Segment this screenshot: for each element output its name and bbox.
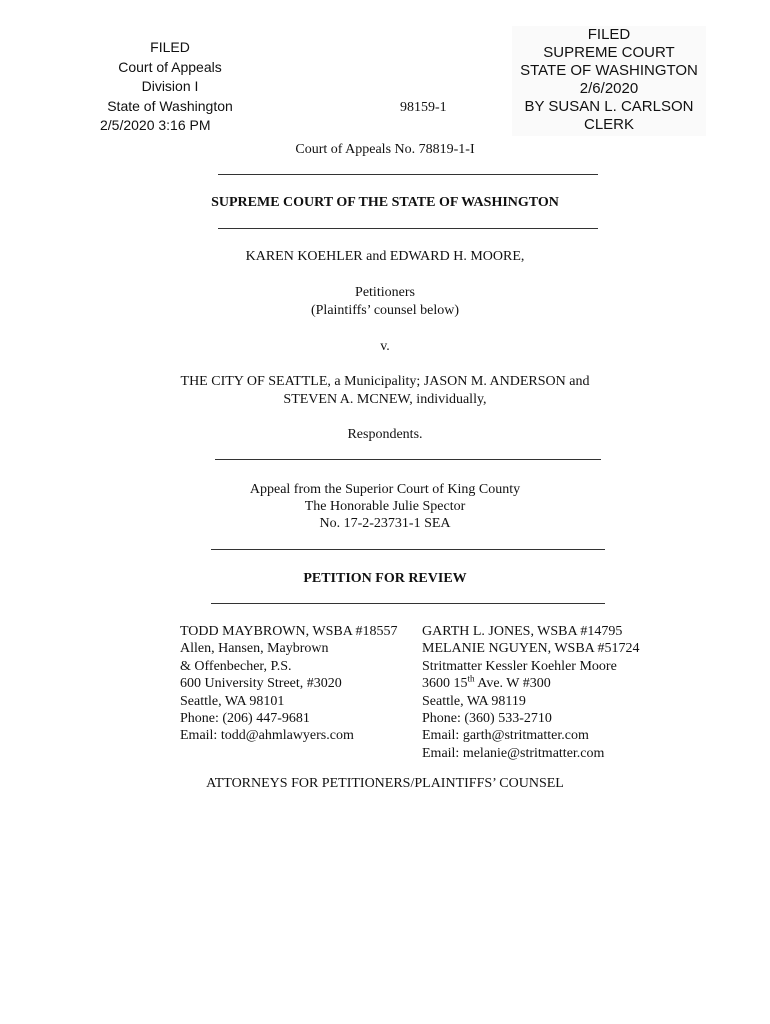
counsel-block-right: [422, 623, 640, 762]
attorney-name: MELANIE NGUYEN, WSBA #51724: [422, 641, 640, 657]
appeal-from: Appeal from the Superior Court of King County: [249, 482, 521, 497]
supreme-court-filing-stamp: [512, 26, 706, 136]
attorney-name: GARTH L. JONES, WSBA #14795: [422, 624, 623, 639]
city-state-zip: Seattle, WA 98119: [422, 693, 526, 709]
versus: v.: [380, 339, 390, 354]
stamp-state: State of Washington: [107, 97, 233, 114]
counsel-block-left: [180, 623, 398, 745]
divider: [215, 459, 601, 460]
stamp-division: Division I: [141, 78, 199, 94]
email: Email: todd@ahmlawyers.com: [180, 728, 354, 744]
phone: Phone: (360) 533-2710: [422, 711, 552, 727]
firm-name-line2: & Offenbecher, P.S.: [180, 658, 292, 674]
phone: Phone: (206) 447-9681: [180, 711, 310, 727]
stamp-datetime: 2/5/2020 3:16 PM: [100, 117, 211, 133]
street-address: [422, 675, 640, 692]
email: Email: melanie@stritmatter.com: [422, 745, 605, 761]
supreme-court-case-number: 98159-1: [400, 100, 447, 115]
petitioners-role: Petitioners: [355, 285, 415, 300]
petitioner-names: KAREN KOEHLER and EDWARD H. MOORE,: [245, 249, 525, 264]
stamp-filed: FILED: [587, 26, 631, 43]
respondents-role: Respondents.: [347, 427, 423, 442]
respondent-names-line1: THE CITY OF SEATTLE, a Municipality; JASON M. ANDERSON and: [180, 374, 590, 389]
trial-judge: The Honorable Julie Spector: [304, 499, 466, 514]
stamp-clerk-by: BY SUSAN L. CARLSON: [524, 98, 694, 115]
document-title: PETITION FOR REVIEW: [303, 571, 467, 586]
street-address: 600 University Street, #3020: [180, 676, 342, 692]
city-state-zip: Seattle, WA 98101: [180, 693, 285, 709]
stamp-filed: FILED: [150, 39, 190, 55]
divider: [218, 174, 598, 175]
divider: [218, 228, 598, 229]
firm-name: Stritmatter Kessler Koehler Moore: [422, 658, 617, 674]
firm-name-line1: Allen, Hansen, Maybrown: [180, 641, 329, 657]
court-of-appeals-filing-stamp: [100, 38, 240, 136]
stamp-clerk: CLERK: [583, 116, 635, 133]
stamp-court: Court of Appeals: [118, 58, 222, 75]
street-rest: Ave. W #300: [474, 676, 551, 692]
stamp-court: SUPREME COURT: [543, 44, 675, 61]
attorneys-for-caption: ATTORNEYS FOR PETITIONERS/PLAINTIFFS’ COUNSEL: [206, 776, 564, 791]
respondent-names-line2: STEVEN A. MCNEW, individually,: [283, 392, 487, 407]
court-of-appeals-number: Court of Appeals No. 78819-1-I: [295, 142, 475, 157]
superior-court-number: No. 17-2-23731-1 SEA: [319, 516, 451, 531]
stamp-date: 2/6/2020: [579, 80, 639, 97]
ordinal-suffix: th: [467, 673, 475, 684]
divider: [211, 603, 605, 604]
petitioners-note: (Plaintiffs’ counsel below): [310, 303, 459, 318]
street-number: 3600 15: [422, 676, 468, 692]
email: Email: garth@stritmatter.com: [422, 728, 589, 744]
court-name-heading: SUPREME COURT OF THE STATE OF WASHINGTON: [211, 195, 559, 210]
attorney-name: TODD MAYBROWN, WSBA #18557: [180, 624, 398, 639]
divider: [211, 549, 605, 550]
stamp-state: STATE OF WASHINGTON: [520, 62, 698, 79]
